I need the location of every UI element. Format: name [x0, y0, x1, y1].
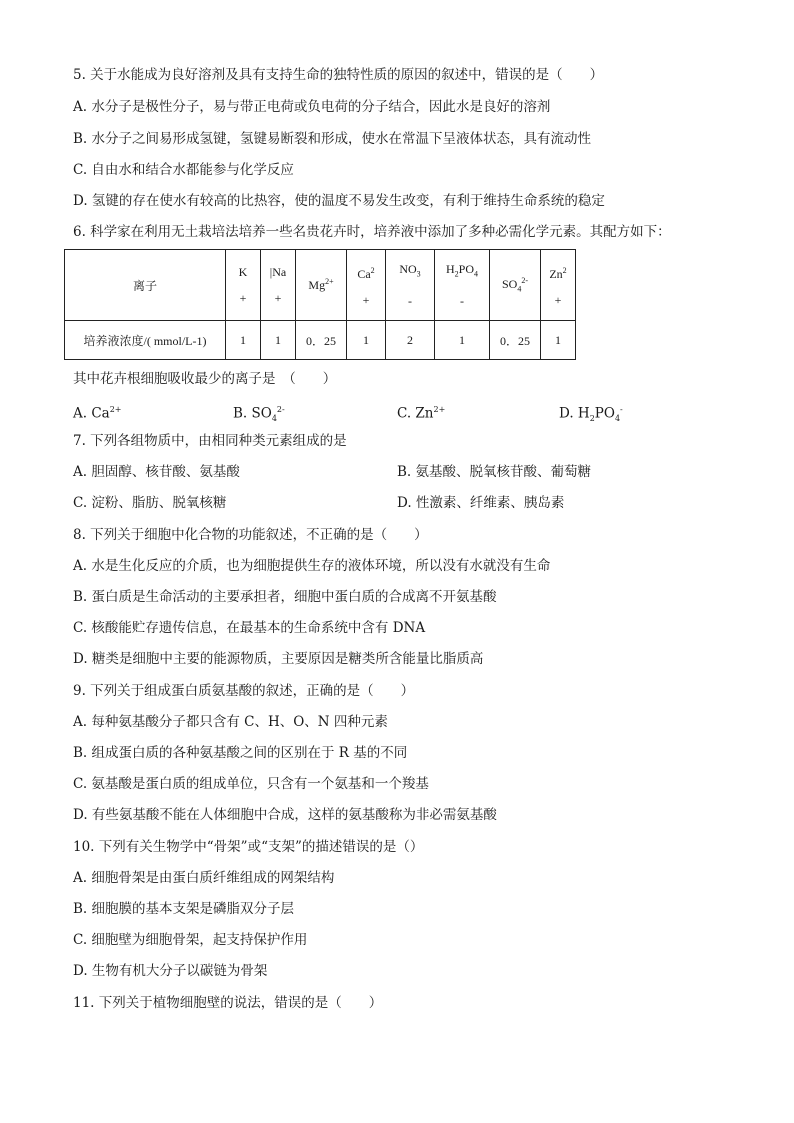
q5-option-b: B. 水分子之间易形成氢键，氢键易断裂和形成，使水在常温下呈液体状态，具有流动性	[73, 131, 592, 147]
ion-header-ca: $Ca^2$ +	[347, 250, 386, 321]
q5-option-c: C. 自由水和结合水都能参与化学反应	[73, 162, 294, 178]
q10-option-a: A. 细胞骨架是由蛋白质纤维组成的网架结构	[73, 870, 335, 886]
table-cell: 2	[386, 321, 435, 360]
ion-header-k: K +	[226, 250, 261, 321]
q9-option-d: D. 有些氨基酸不能在人体细胞中合成，这样的氨基酸称为非必需氨基酸	[73, 807, 497, 823]
q10-option-b: B. 细胞膜的基本支架是磷脂双分子层	[73, 901, 295, 917]
table-cell: 1	[541, 321, 576, 360]
q7-option-c: C. 淀粉、脂肪、脱氧核糖	[73, 495, 227, 511]
q9-option-b: B. 组成蛋白质的各种氨基酸之间的区别在于 R 基的不同	[73, 745, 408, 761]
q6-option-a: A. $Ca^{2+}$	[73, 405, 122, 422]
q5-option-a: A. 水分子是极性分子，易与带正电荷或负电荷的分子结合，因此水是良好的溶剂	[73, 99, 551, 115]
q6-option-d: D. $H_2PO_4^-$	[559, 405, 623, 424]
ion-header-mg: $Mg^{2+}$	[296, 250, 347, 321]
q10-option-c: C. 细胞壁为细胞骨架，起支持保护作用	[73, 932, 308, 948]
ion-header-so4: $SO_4^{2-}$	[490, 250, 541, 321]
q6-stem: 6. 科学家在利用无土栽培法培养一些名贵花卉时，培养液中添加了多种必需化学元素。其配方如下：	[73, 224, 671, 240]
table-cell: 1	[347, 321, 386, 360]
q8-option-c: C. 核酸能贮存遗传信息，在最基本的生命系统中含有 DNA	[73, 620, 426, 636]
q7-option-d: D. 性激素、纤维素、胰岛素	[397, 495, 565, 511]
table-cell: 0．25	[296, 321, 347, 360]
ion-header-no3: $NO_3$ -	[386, 250, 435, 321]
table-cell: 1	[435, 321, 490, 360]
q8-option-a: A. 水是生化反应的介质，也为细胞提供生存的液体环境，所以没有水就没有生命	[73, 558, 551, 574]
q10-option-d: D. 生物有机大分子以碳链为骨架	[73, 963, 268, 979]
q5-option-d: D. 氢键的存在使水有较高的比热容，使的温度不易发生改变，有利于维持生命系统的稳定	[73, 193, 605, 209]
q6-question: 其中花卉根细胞吸收最少的离子是 （ ）	[73, 371, 337, 387]
q8-option-d: D. 糖类是细胞中主要的能源物质，主要原因是糖类所含能量比脂质高	[73, 651, 484, 667]
q7-option-b: B. 氨基酸、脱氧核苷酸、葡萄糖	[397, 464, 592, 480]
q9-stem: 9. 下列关于组成蛋白质氨基酸的叙述，正确的是（ ）	[73, 683, 415, 699]
q7-stem: 7. 下列各组物质中，由相同种类元素组成的是	[73, 433, 347, 449]
q6-option-c: C. $Zn^{2+}$	[397, 405, 446, 422]
ion-header-zn: $Zn^2$ +	[541, 250, 576, 321]
table-row	[65, 321, 576, 360]
q8-stem: 8. 下列关于细胞中化合物的功能叙述，不正确的是（ ）	[73, 527, 428, 543]
table-row	[65, 250, 576, 321]
nutrient-table	[64, 249, 576, 360]
table-cell: 0．25	[490, 321, 541, 360]
table-cell: 1	[261, 321, 296, 360]
table-cell: 1	[226, 321, 261, 360]
ion-header-na: |Na +	[261, 250, 296, 321]
table-row-label: 离子	[65, 250, 226, 321]
q7-option-a: A. 胆固醇、核苷酸、氨基酸	[73, 464, 240, 480]
q9-option-a: A. 每种氨基酸分子都只含有 C、H、O、N 四种元素	[73, 714, 388, 730]
q5-stem: 5. 关于水能成为良好溶剂及具有支持生命的独特性质的原因的叙述中，错误的是（ ）	[73, 67, 604, 83]
ion-header-h2po4: $H_2PO_4$ -	[435, 250, 490, 321]
q11-stem: 11. 下列关于植物细胞壁的说法，错误的是（ ）	[73, 995, 383, 1011]
q10-stem: 10. 下列有关生物学中“骨架”或“支架”的描述错误的是（）	[73, 839, 424, 855]
q6-option-b: B. $SO_4^{2-}$	[233, 405, 285, 424]
q9-option-c: C. 氨基酸是蛋白质的组成单位，只含有一个氨基和一个羧基	[73, 776, 429, 792]
q8-option-b: B. 蛋白质是生命活动的主要承担者，细胞中蛋白质的合成离不开氨基酸	[73, 589, 497, 605]
table-row-label: 培养液浓度/( mmol/L-1)	[65, 321, 226, 360]
